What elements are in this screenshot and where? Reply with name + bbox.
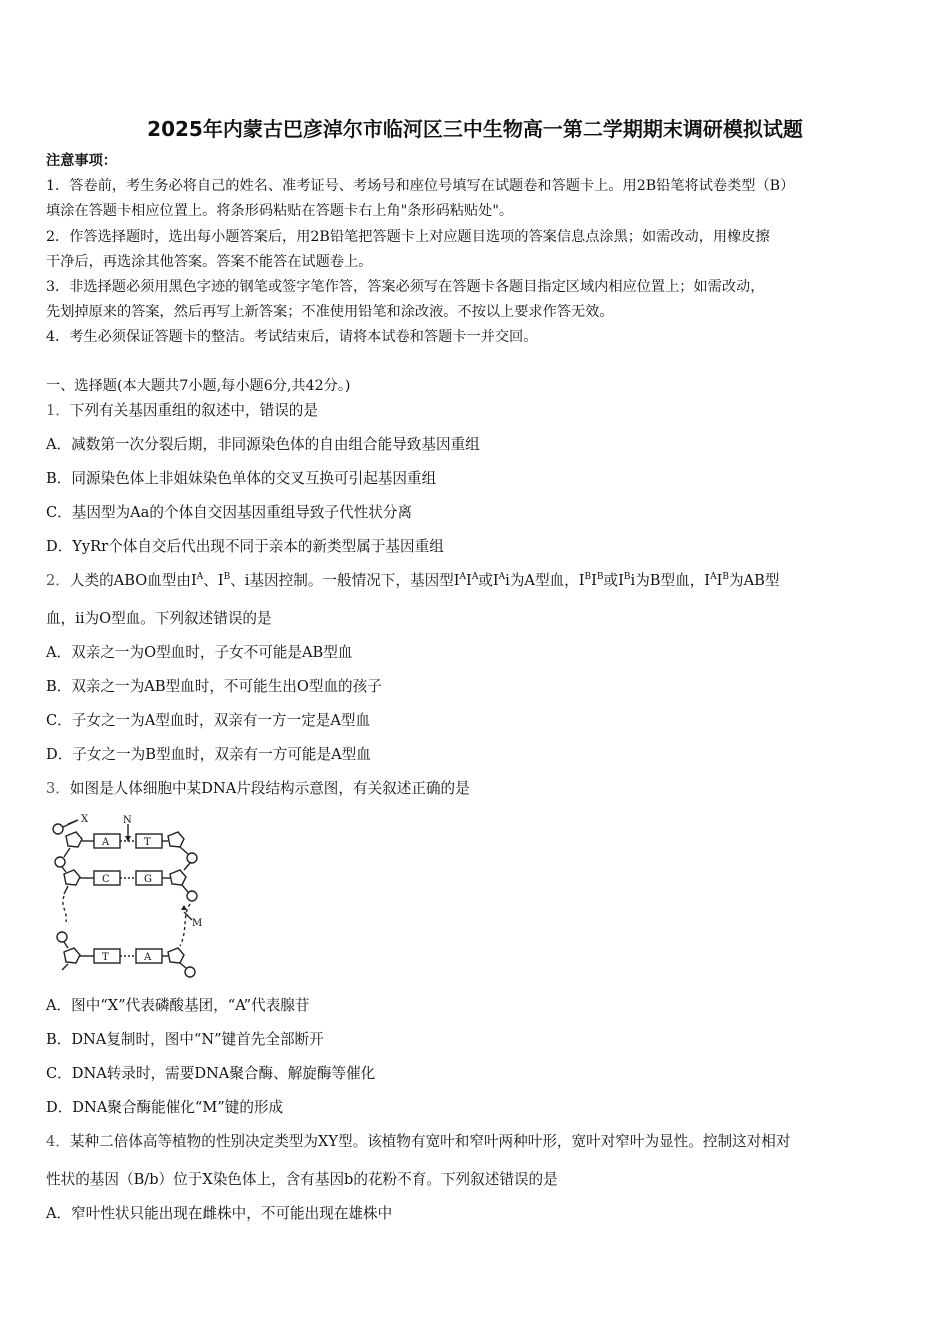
- base-label: A: [102, 837, 110, 848]
- superscript: A: [498, 572, 506, 583]
- question-text: 下列有关基因重组的叙述中，错误的是: [69, 402, 318, 419]
- phosphate-circle: [55, 857, 65, 867]
- superscript: A: [471, 572, 479, 583]
- question-3-stem: [46, 780, 470, 798]
- phosphate-circle: [187, 853, 197, 863]
- text-run: i为B型血，I: [630, 572, 711, 589]
- question-2-stem-line2: 血，ii为O型血。下列叙述错误的是: [46, 610, 272, 627]
- question-4-option-a: A．窄叶性状只能出现在雌株中，不可能出现在雄株中: [46, 1205, 393, 1222]
- question-1-stem: [46, 402, 318, 420]
- question-4-stem-line2: 性状的基因（B/b）位于X染色体上，含有基因b的花粉不育。下列叙述错误的是: [46, 1171, 558, 1188]
- base-label: C: [102, 874, 110, 885]
- notice-heading: 注意事项：: [46, 153, 117, 169]
- base-label: T: [102, 952, 109, 963]
- superscript: A: [710, 572, 717, 583]
- question-1-option-a: A．减数第一次分裂后期，非同源染色体的自由组合能导致基因重组: [46, 436, 480, 453]
- question-2-option-a: A．双亲之一为O型血时，子女不可能是AB型血: [46, 644, 353, 661]
- page-title: 2025年内蒙古巴彦淖尔市临河区三中生物高一第二学期期末调研模拟试题: [147, 117, 803, 141]
- notice-line: 3．非选择题必须用黑色字迹的钢笔或签字笔作答，答案必须写在答题卡各题目指定区域内相应位置上；如需改动，: [46, 279, 765, 295]
- base-label: A: [144, 952, 152, 963]
- notice-line: 填涂在答题卡相应位置上。将条形码粘贴在答题卡右上角"条形码粘贴处"。: [46, 203, 514, 219]
- text-run: I: [591, 572, 597, 589]
- text-run: 或I: [603, 572, 624, 589]
- label-n: N: [123, 815, 132, 826]
- text-run: I: [716, 572, 723, 589]
- superscript: B: [596, 572, 604, 583]
- question-3-option-b: B．DNA复制时，图中“N”键首先全部断开: [46, 1031, 324, 1048]
- superscript: A: [196, 572, 204, 583]
- label-m: M: [192, 918, 203, 929]
- text-run: i为A型血，I: [505, 572, 585, 589]
- question-4-stem: [46, 1133, 790, 1151]
- base-label: G: [144, 874, 152, 885]
- text-run: 、I: [203, 572, 224, 589]
- sugar-pentagon: [170, 870, 186, 885]
- text-run: 或I: [478, 572, 499, 589]
- question-text: 如图是人体细胞中某DNA片段结构示意图，有关叙述正确的是: [69, 780, 470, 797]
- question-1-option-d: D．YyRr个体自交后代出现不同于亲本的新类型属于基因重组: [46, 538, 444, 555]
- phosphate-circle: [185, 967, 195, 977]
- phosphate-circle: [53, 824, 63, 834]
- arrow-head: [181, 905, 187, 910]
- section-heading: 一、选择题(本大题共7小题,每小题6分,共42分。): [46, 378, 351, 394]
- text-run: I: [466, 572, 472, 589]
- superscript: B: [623, 572, 631, 583]
- question-text: 某种二倍体高等植物的性别决定类型为XY型。该植物有宽叶和窄叶两种叶形，宽叶对窄叶为显性。控制这对相对: [69, 1133, 791, 1150]
- question-1-option-c: C．基因型为Aa的个体自交因基因重组导致子代性状分离: [46, 504, 413, 521]
- question-number: 4．: [46, 1133, 70, 1150]
- superscript: B: [223, 572, 231, 583]
- question-2-option-c: C．子女之一为A型血时，双亲有一方一定是A型血: [46, 712, 371, 729]
- phosphate-circle: [57, 932, 67, 942]
- superscript: A: [459, 572, 467, 583]
- text-run: 人类的ABO血型由I: [69, 572, 197, 589]
- question-number: 2．: [46, 572, 70, 589]
- dna-structure-diagram: [46, 812, 206, 982]
- notice-line: 4．考生必须保证答题卡的整洁。考试结束后，请将本试卷和答题卡一并交回。: [46, 329, 538, 345]
- phosphate-circle: [187, 891, 197, 901]
- question-3-option-a: A．图中“X”代表磷酸基团，“A”代表腺苷: [46, 997, 310, 1014]
- sugar-pentagon: [168, 832, 184, 847]
- label-x: X: [81, 814, 89, 825]
- notice-line: 1．答卷前，考生务必将自己的姓名、准考证号、考场号和座位号填写在试题卷和答题卡上。用2B铅笔将试卷类型（B）: [46, 178, 795, 194]
- sugar-pentagon: [64, 870, 80, 885]
- question-number: 1．: [46, 402, 70, 419]
- text-run: 、i基因控制。一般情况下，基因型I: [230, 572, 460, 589]
- question-1-option-b: B．同源染色体上非姐妹染色单体的交叉互换可引起基因重组: [46, 470, 437, 487]
- notice-line: 先划掉原来的答案，然后再写上新答案；不准使用铅笔和涂改液。不按以上要求作答无效。: [46, 304, 614, 320]
- text-run: 为AB型: [728, 572, 780, 589]
- question-number: 3．: [46, 780, 70, 797]
- question-2-option-d: D．子女之一为B型血时，双亲有一方可能是A型血: [46, 746, 371, 763]
- question-2-stem: [46, 572, 779, 590]
- question-3-option-c: C．DNA转录时，需要DNA聚合酶、解旋酶等催化: [46, 1065, 376, 1082]
- base-label: T: [144, 837, 151, 848]
- sugar-pentagon: [168, 948, 184, 963]
- sugar-pentagon: [64, 948, 80, 963]
- notice-line: 干净后，再选涂其他答案。答案不能答在试题卷上。: [46, 254, 373, 270]
- superscript: B: [584, 572, 592, 583]
- superscript: B: [722, 572, 729, 583]
- question-3-option-d: D．DNA聚合酶能催化“M”键的形成: [46, 1099, 284, 1116]
- question-2-option-b: B．双亲之一为AB型血时，不可能生出O型血的孩子: [46, 678, 382, 695]
- notice-line: 2．作答选择题时，选出每小题答案后，用2B铅笔把答题卡上对应题目选项的答案信息点涂黑；如需改动，用橡皮擦: [46, 229, 770, 245]
- sugar-pentagon: [66, 832, 82, 847]
